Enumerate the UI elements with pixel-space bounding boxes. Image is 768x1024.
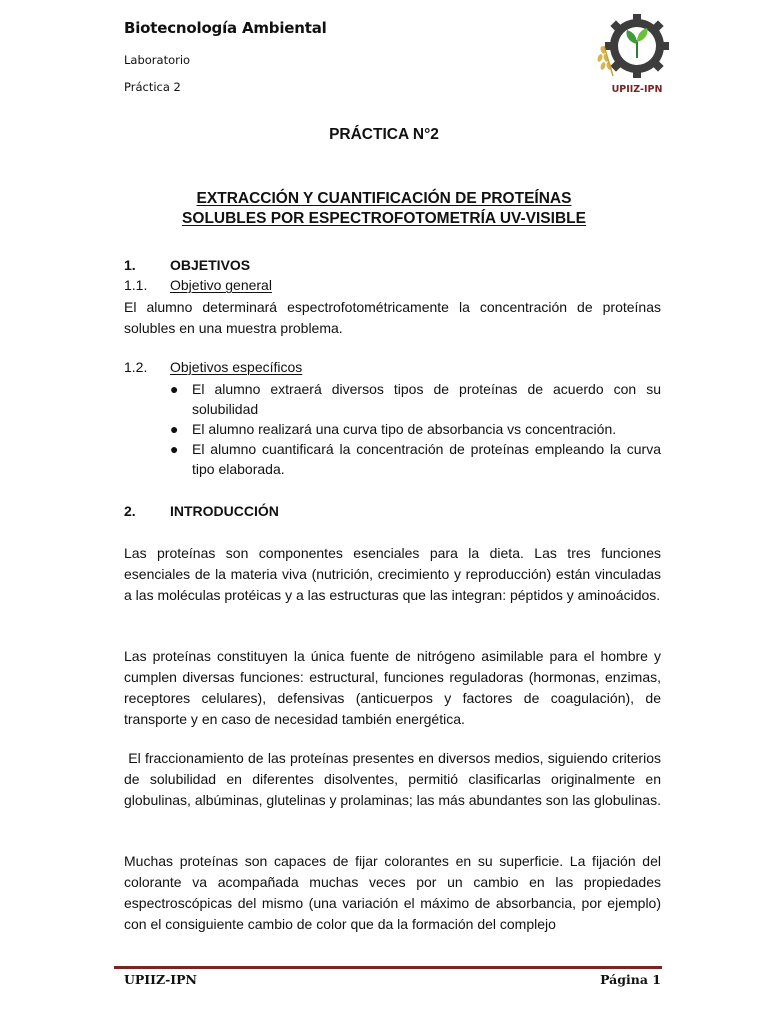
list-item-text: El alumno cuantificará la concentración de proteínas empleando la curva tipo elaborada. (192, 441, 661, 477)
list-item (170, 419, 661, 439)
intro-paragraph-2: Las proteínas constituyen la única fuente de nitrógeno asimilable para el hombre y cumplen diversas funciones: estructural, funciones reguladoras (hormonas, enzimas, receptores celulares), defensivas (anticuerpos y factores de coagulación), de transporte y en caso de necesidad también energética. (124, 648, 661, 727)
section-2-heading: INTRODUCCIÓN (170, 503, 279, 519)
intro-paragraph-3: El fraccionamiento de las proteínas presentes en diversos medios, siguiendo criterios de solubilidad en diferentes disolventes, permitió clasificarlas originalmente en globulinas, albúminas, glutelinas y prolaminas; las más abundantes son las globulinas. (124, 750, 665, 808)
list-item (170, 379, 661, 419)
upiiz-ipn-logo (595, 10, 675, 100)
objective-general-text: El alumno determinará espectrofotométricamente la concentración de proteínas solubles en una muestra problema. (124, 299, 661, 336)
footer-page-number: Página 1 (600, 972, 661, 987)
section-2-number: 2. (124, 503, 136, 519)
footer-divider (114, 966, 662, 969)
section-1-heading: OBJETIVOS (170, 257, 251, 273)
subsection-1-2-number: 1.2. (124, 359, 148, 375)
intro-paragraph-4: Muchas proteínas son capaces de fijar colorantes en su superficie. La fijación del colorante va acompañada muchas veces por un cambio en las propiedades espectroscópicas del mismo (una variación el máximo de absorbancia, por ejemplo) con el consiguiente cambio de color que da la formación del complejo (124, 853, 661, 932)
section-1-number: 1. (124, 257, 136, 273)
list-item-text: El alumno extraerá diversos tipos de proteínas de acuerdo con su solubilidad (192, 381, 661, 417)
subsection-1-2-heading: Objetivos específicos (170, 359, 303, 375)
intro-paragraph-1: Las proteínas son componentes esenciales para la dieta. Las tres funciones esenciales de la materia viva (nutrición, crecimiento y reproducción) están vinculadas a las moléculas protéicas y a las estructuras que las integran: péptidos y aminoácidos. (124, 545, 661, 603)
subsection-1-1-heading: Objetivo general (170, 277, 272, 293)
header-title: Biotecnología Ambiental (124, 19, 327, 37)
title-line-2: SOLUBLES POR ESPECTROFOTOMETRÍA UV-VISIBLE (182, 210, 586, 227)
logo-text: UPIIZ-IPN (611, 84, 663, 95)
header-subtitle-lab: Laboratorio (124, 53, 191, 67)
bullet-icon: ● (170, 441, 179, 457)
bullet-icon: ● (170, 381, 179, 397)
list-item (170, 439, 661, 479)
subsection-1-1-number: 1.1. (124, 277, 148, 293)
practice-number-heading: PRÁCTICA N°2 (329, 126, 439, 143)
bullet-icon: ● (170, 421, 179, 437)
list-item-text: El alumno realizará una curva tipo de absorbancia vs concentración. (192, 421, 617, 437)
header-subtitle-practice: Práctica 2 (124, 80, 181, 94)
specific-objectives-list (170, 379, 661, 479)
title-line-1: EXTRACCIÓN Y CUANTIFICACIÓN DE PROTEÍNAS (196, 190, 572, 207)
footer-institution: UPIIZ-IPN (124, 972, 197, 987)
